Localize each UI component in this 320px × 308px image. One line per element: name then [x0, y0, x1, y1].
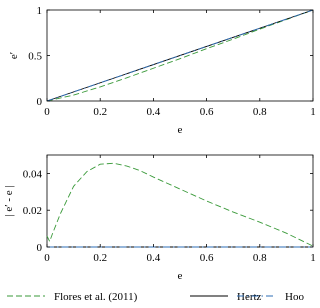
x-tick-label: 0.8 [252, 252, 267, 264]
x-tick-label: 1 [310, 106, 316, 118]
y-tick-label: 0.5 [28, 50, 42, 63]
x-tick-label: 1 [310, 252, 316, 264]
legend-label: Flores et al. (2011) [54, 291, 138, 303]
x-tick-label: 0 [44, 252, 50, 264]
x-tick-label: 0.4 [146, 106, 161, 118]
legend-label: Hoo [285, 291, 304, 303]
x-tick-label: 0.2 [93, 252, 108, 264]
y-axis-label: e′ [8, 51, 20, 60]
x-tick-label: 0.4 [146, 252, 161, 264]
y-axis-label: | e′ - e | [3, 185, 15, 217]
x-axis-label: e [177, 270, 183, 282]
x-tick-label: 0.2 [93, 106, 108, 118]
legend-label: Hertz [237, 291, 262, 303]
legend [7, 291, 304, 303]
top-chart [8, 5, 316, 136]
y-tick-label: 0 [36, 242, 42, 254]
x-tick-label: 0 [44, 106, 50, 118]
y-tick-label: 1 [36, 5, 42, 17]
x-axis-label: e [177, 124, 183, 136]
y-tick-label: 0.02 [22, 205, 42, 218]
y-tick-label: 0 [36, 96, 42, 108]
x-tick-label: 0.8 [252, 106, 267, 118]
x-tick-label: 0.6 [199, 106, 214, 118]
plot-area-1 [47, 155, 313, 247]
y-tick-label: 0.04 [22, 168, 42, 181]
x-tick-label: 0.6 [199, 252, 214, 264]
bottom-chart [3, 155, 316, 282]
